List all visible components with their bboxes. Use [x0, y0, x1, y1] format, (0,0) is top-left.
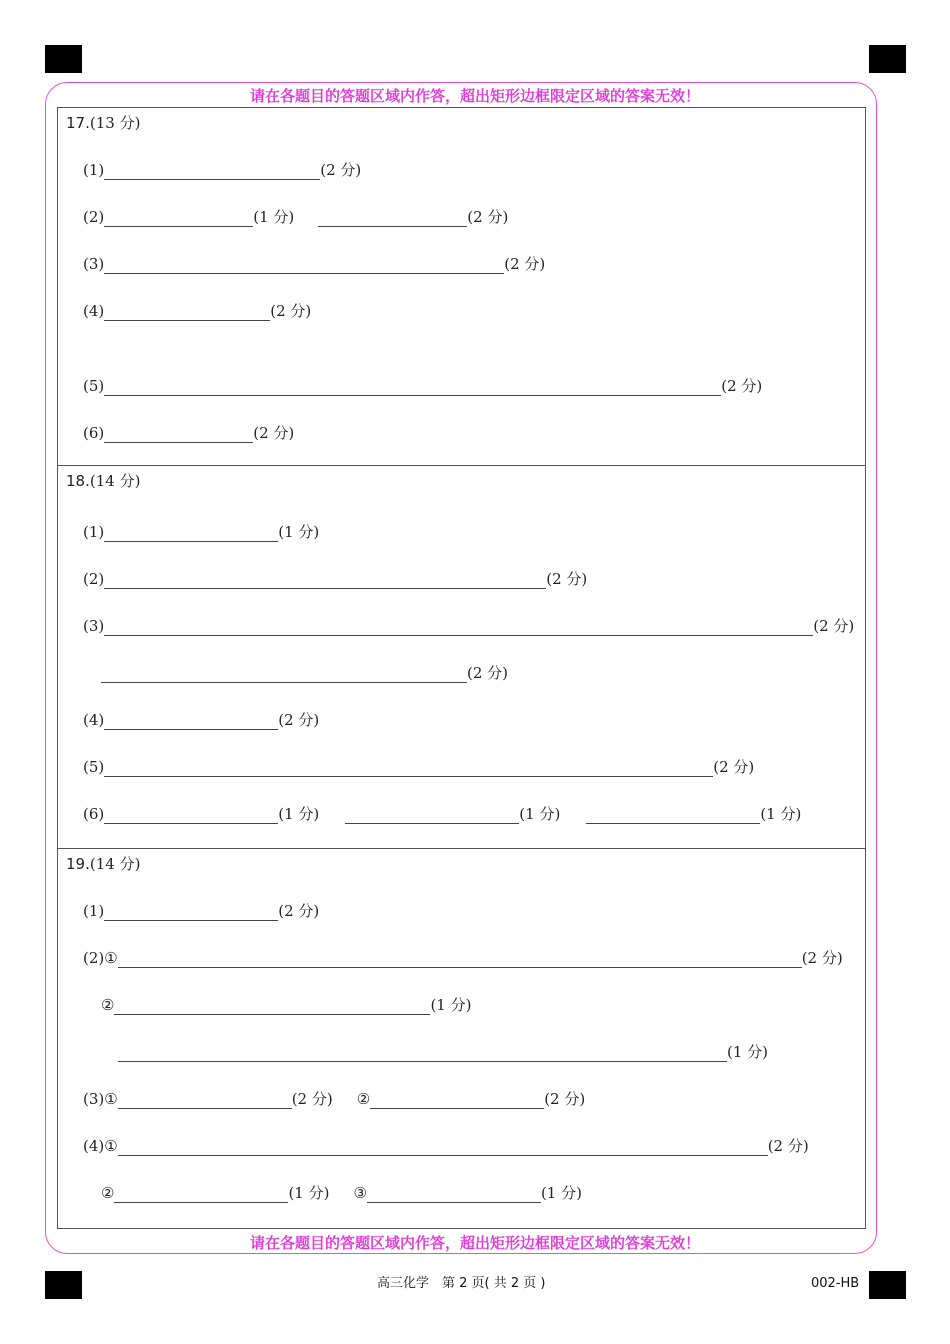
item-label: (2)	[83, 208, 105, 226]
item-label: (1)	[83, 161, 105, 179]
question-19-header	[66, 855, 140, 873]
q18-row-2	[83, 569, 587, 589]
question-points: (14 分)	[89, 855, 141, 873]
q18-row-4	[83, 710, 319, 730]
score-label: (2 分)	[278, 711, 320, 729]
notice-bottom: 请在各题目的答题区域内作答，超出矩形边框限定区域的答案无效！	[249, 1234, 700, 1252]
item-label: ②	[101, 1184, 115, 1202]
q19-row-2	[83, 948, 843, 968]
corner-marker-top-right	[869, 45, 906, 73]
q18-row-3	[83, 616, 854, 636]
score-label: (1 分)	[727, 1043, 769, 1061]
question-17-box	[57, 107, 866, 466]
answer-blank[interactable]	[118, 1139, 768, 1156]
score-label: (1 分)	[519, 805, 561, 823]
q18-row-6	[83, 804, 801, 824]
paper-code: 002-HB	[811, 1276, 860, 1291]
score-label: (2 分)	[546, 570, 588, 588]
answer-blank[interactable]	[114, 1186, 288, 1203]
answer-blank[interactable]	[104, 304, 270, 321]
q17-row-5	[83, 376, 762, 396]
score-label: (2 分)	[813, 617, 855, 635]
answer-blank[interactable]	[104, 807, 278, 824]
corner-marker-top-left	[45, 45, 82, 73]
answer-blank[interactable]	[104, 163, 320, 180]
answer-blank[interactable]	[367, 1186, 541, 1203]
score-label: (2 分)	[253, 424, 295, 442]
answer-blank[interactable]	[104, 426, 253, 443]
score-label: (2 分)	[467, 664, 509, 682]
q18-row-1	[83, 522, 319, 542]
q19-row-2-sub2	[101, 995, 471, 1015]
score-label: (2 分)	[504, 255, 546, 273]
notice-top: 请在各题目的答题区域内作答，超出矩形边框限定区域的答案无效！	[249, 87, 700, 105]
score-label: (1 分)	[540, 1184, 582, 1202]
question-points: (13 分)	[89, 114, 141, 132]
score-label: (2 分)	[721, 377, 763, 395]
score-label: (2 分)	[544, 1090, 586, 1108]
corner-marker-bottom-left	[45, 1271, 82, 1299]
question-18-box	[57, 465, 866, 849]
score-label: (1 分)	[278, 523, 320, 541]
question-19-box	[57, 848, 866, 1229]
answer-blank[interactable]	[104, 257, 504, 274]
item-label: (5)	[83, 758, 105, 776]
q19-row-2-continued	[118, 1042, 768, 1062]
score-label: (2 分)	[767, 1137, 809, 1155]
q17-row-1	[83, 160, 361, 180]
question-number: 19.	[66, 855, 90, 873]
answer-blank[interactable]	[104, 572, 546, 589]
item-label: (4)①	[83, 1137, 118, 1155]
item-label: (6)	[83, 805, 105, 823]
answer-blank[interactable]	[104, 904, 278, 921]
score-label: (2 分)	[278, 902, 320, 920]
score-label: (2 分)	[713, 758, 755, 776]
answer-blank[interactable]	[118, 1092, 292, 1109]
item-label: (2)	[83, 570, 105, 588]
answer-blank[interactable]	[104, 713, 278, 730]
score-label: (2 分)	[801, 949, 843, 967]
q17-row-2	[83, 207, 508, 227]
item-label: (4)	[83, 302, 105, 320]
answer-blank[interactable]	[586, 807, 760, 824]
item-label: ②	[101, 996, 115, 1014]
answer-blank[interactable]	[370, 1092, 544, 1109]
q17-row-4	[83, 301, 311, 321]
answer-blank[interactable]	[318, 210, 467, 227]
corner-marker-bottom-right	[869, 1271, 906, 1299]
item-label: (2)①	[83, 949, 118, 967]
item-label: (3)①	[83, 1090, 118, 1108]
item-label: (3)	[83, 617, 105, 635]
score-label: (1 分)	[278, 805, 320, 823]
item-label: ③	[353, 1184, 367, 1202]
answer-blank[interactable]	[104, 210, 253, 227]
answer-blank[interactable]	[104, 525, 278, 542]
score-label: (2 分)	[320, 161, 362, 179]
answer-blank[interactable]	[104, 760, 713, 777]
answer-blank[interactable]	[104, 379, 721, 396]
q19-row-4-subs	[101, 1183, 582, 1203]
q17-row-3	[83, 254, 545, 274]
item-label: (3)	[83, 255, 105, 273]
q17-row-6	[83, 423, 294, 443]
item-label: (1)	[83, 902, 105, 920]
answer-blank[interactable]	[345, 807, 519, 824]
score-label: (2 分)	[291, 1090, 333, 1108]
score-label: (1 分)	[253, 208, 295, 226]
answer-blank[interactable]	[104, 619, 813, 636]
q18-row-5	[83, 757, 754, 777]
item-label: (5)	[83, 377, 105, 395]
score-label: (1 分)	[760, 805, 802, 823]
question-number: 17.	[66, 114, 90, 132]
item-label: ②	[356, 1090, 371, 1108]
score-label: (2 分)	[270, 302, 312, 320]
question-17-header	[66, 114, 140, 132]
item-label: (1)	[83, 523, 105, 541]
item-label: (4)	[83, 711, 105, 729]
q19-row-1	[83, 901, 319, 921]
answer-blank[interactable]	[118, 1045, 727, 1062]
q19-row-3	[83, 1089, 585, 1109]
q18-row-3-continued	[101, 663, 508, 683]
answer-blank[interactable]	[101, 666, 467, 683]
answer-blank[interactable]	[118, 951, 802, 968]
item-label: (6)	[83, 424, 105, 442]
q19-row-4	[83, 1136, 809, 1156]
question-points: (14 分)	[89, 472, 141, 490]
question-18-header	[66, 472, 140, 490]
answer-blank[interactable]	[114, 998, 430, 1015]
score-label: (1 分)	[288, 1184, 330, 1202]
score-label: (1 分)	[430, 996, 472, 1014]
question-number: 18.	[66, 472, 90, 490]
score-label: (2 分)	[467, 208, 509, 226]
page-footer: 高三化学 第 2 页( 共 2 页 )	[377, 1276, 546, 1291]
